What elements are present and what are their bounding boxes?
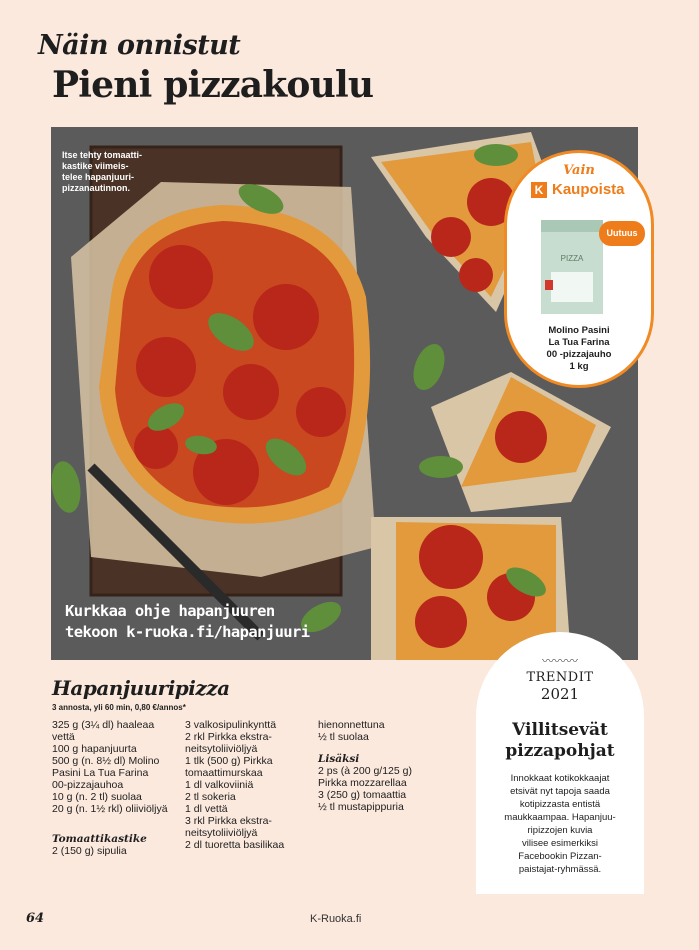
wave-ornament-icon: 〰〰〰: [541, 654, 578, 668]
trend-box: [476, 632, 644, 894]
ingredient: 10 g (n. 2 tl) suolaa: [52, 791, 142, 803]
ingredient: 1 dl vettä: [185, 803, 228, 815]
ingredient: 3 rkl Pirkka ekstra-: [185, 815, 272, 827]
ingredient: vettä: [52, 731, 75, 743]
photo-caption: Itse tehty tomaatti- kastike viimeis- telee hapanjuuri- pizzanautinnon.: [62, 150, 143, 193]
ingredient: 20 g (n. 1½ rkl) oliiviöljyä: [52, 803, 168, 815]
product-promo: [504, 150, 654, 388]
ingredient: 2 tl sokeria: [185, 791, 236, 803]
ingredients-column-3: [318, 719, 412, 813]
ingredient: tomaattimurskaa: [185, 767, 263, 779]
promo-brand: K Kaupoista: [531, 181, 625, 198]
ingredient: 2 (150 g) sipulia: [52, 845, 127, 857]
promo-vain: Vain: [563, 163, 595, 178]
ingredient: 1 dl valkoviiniä: [185, 779, 254, 791]
ingredient: ½ tl mustapippuria: [318, 801, 404, 813]
ingredient: neitsytoliiviöljyä: [185, 743, 258, 755]
page-title: Pieni pizzakoulu: [52, 64, 374, 106]
ingredient: 100 g hapanjuurta: [52, 743, 137, 755]
ingredient: 2 ps (à 200 g/125 g): [318, 765, 412, 777]
recipe-meta: 3 annosta, yli 60 min, 0,80 €/annos*: [52, 703, 186, 712]
ingredient: 3 (250 g) tomaattia: [318, 789, 407, 801]
recipe-title: Hapanjuuripizza: [52, 676, 230, 700]
ingredient: Pirkka mozzarellaa: [318, 777, 407, 789]
flour-bag-image: [541, 220, 603, 314]
trend-label: TRENDIT: [526, 670, 594, 685]
trend-year: 2021: [540, 685, 580, 703]
trend-body: Innokkaat kotikokkaajat etsivät nyt tapoja saada kotipizzasta entistä maukkaampaa. Hapanjuu- ripizzojen kuvia vilisee esimerkiksi Facebookin Pizzan- paistajat-ryhmässä.: [504, 773, 616, 875]
new-badge: Uutuus: [599, 221, 645, 246]
k-logo-icon: K: [531, 182, 547, 198]
ingredient: 500 g (n. 8½ dl) Molino: [52, 755, 160, 767]
subheading-lisaksi: Lisäksi: [318, 753, 360, 765]
header-kicker: Näin onnistut: [38, 30, 241, 61]
ingredient: ½ tl suolaa: [318, 731, 369, 743]
ingredient: 00-pizzajauhoa: [52, 779, 124, 791]
ingredient: hienonnettuna: [318, 719, 385, 731]
page-number: 64: [26, 911, 45, 926]
ingredient: Pasini La Tua Farina: [52, 767, 149, 779]
bag-label: PIZZA: [560, 254, 584, 263]
ingredients-column-1: [52, 719, 168, 857]
subheading-tomato-sauce: Tomaattikastike: [52, 833, 147, 845]
ingredient: 2 dl tuoretta basilikaa: [185, 839, 285, 851]
ingredient: 3 valkosipulinkynttä: [185, 719, 277, 731]
trend-headline: Villitsevät pizzapohjat: [505, 720, 615, 761]
footer-site: K-Ruoka.fi: [310, 913, 362, 925]
ingredient: 1 tlk (500 g) Pirkka: [185, 755, 273, 767]
ingredients-column-2: [185, 719, 284, 851]
recipe-link[interactable]: Kurkkaa ohje hapanjuuren tekoon k-ruoka.fi/hapanjuuri: [65, 602, 310, 641]
promo-product-name: Molino Pasini La Tua Farina 00 -pizzajauho 1 kg: [546, 325, 612, 372]
ingredient: 325 g (3¼ dl) haaleaa: [52, 719, 155, 731]
ingredient: 2 rkl Pirkka ekstra-: [185, 731, 272, 743]
ingredient: neitsytoliiviöljyä: [185, 827, 258, 839]
